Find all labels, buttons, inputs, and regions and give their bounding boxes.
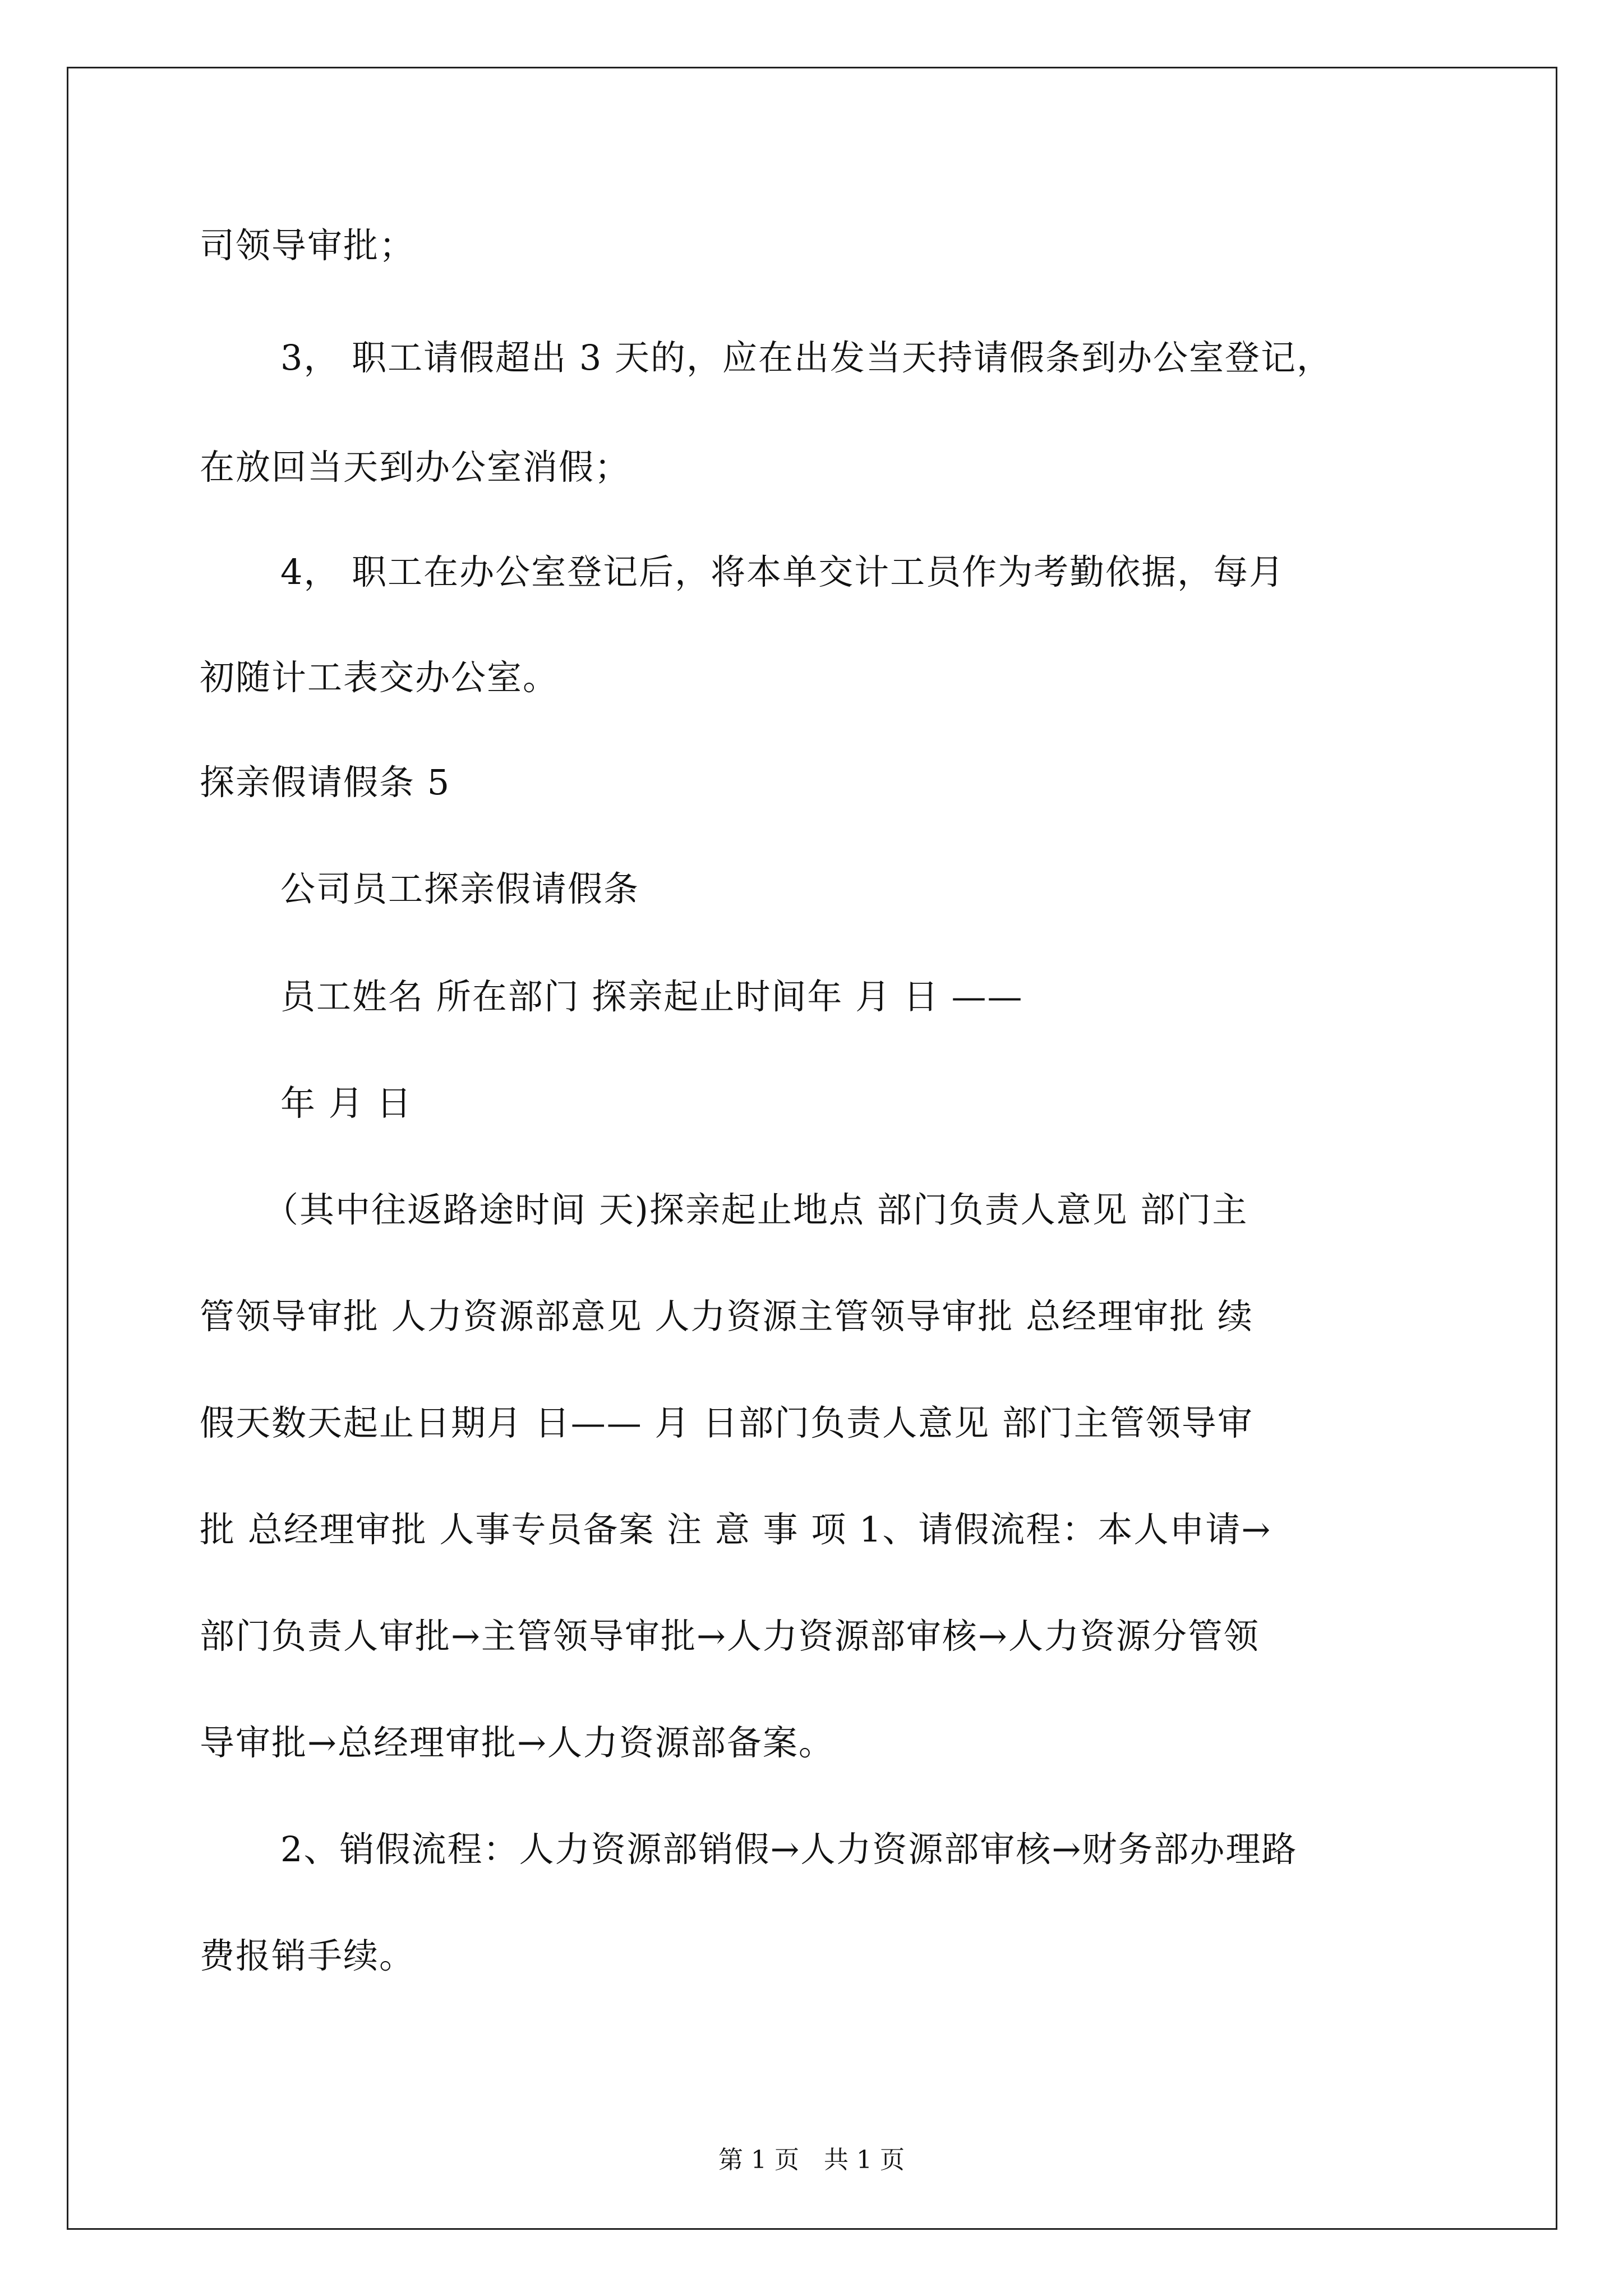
text-line: 2、销假流程：人力资源部销假→人力资源部审核→财务部办理路	[280, 1829, 1298, 1870]
text-line: 假天数天起止日期月 日—— 月 日部门负责人意见 部门主管领导审	[200, 1402, 1253, 1443]
text-line: 管领导审批 人力资源部意见 人力资源主管领导审批 总经理审批 续	[200, 1296, 1253, 1337]
text-line: （其中往返路途时间 天)探亲起止地点 部门负责人意见 部门主	[264, 1189, 1248, 1230]
text-line: 4， 职工在办公室登记后，将本单交计工员作为考勤依据，每月	[280, 551, 1285, 592]
text-line: 员工姓名 所在部门 探亲起止时间年 月 日 ——	[280, 976, 1023, 1017]
text-line: 初随计工表交办公室。	[200, 657, 559, 698]
text-line: 在放回当天到办公室消假；	[200, 447, 631, 487]
text-line: 批 总经理审批 人事专员备案 注 意 事 项 1、请假流程：本人申请→	[200, 1509, 1272, 1550]
text-line: 部门负责人审批→主管领导审批→人力资源部审核→人力资源分管领	[200, 1616, 1260, 1657]
page-number-footer: 第 1 页 共 1 页	[718, 2146, 905, 2174]
page-border	[67, 67, 1557, 2230]
section-heading: 探亲假请假条 5	[200, 762, 451, 803]
text-line: 3， 职工请假超出 3 天的，应在出发当天持请假条到办公室登记，	[280, 337, 1333, 378]
form-title: 公司员工探亲假请假条	[280, 868, 640, 909]
text-line: 费报销手续。	[200, 1935, 416, 1976]
text-line: 导审批→总经理审批→人力资源部备案。	[200, 1722, 834, 1763]
text-line: 司领导审批；	[200, 225, 416, 266]
text-line: 年 月 日	[280, 1083, 413, 1124]
